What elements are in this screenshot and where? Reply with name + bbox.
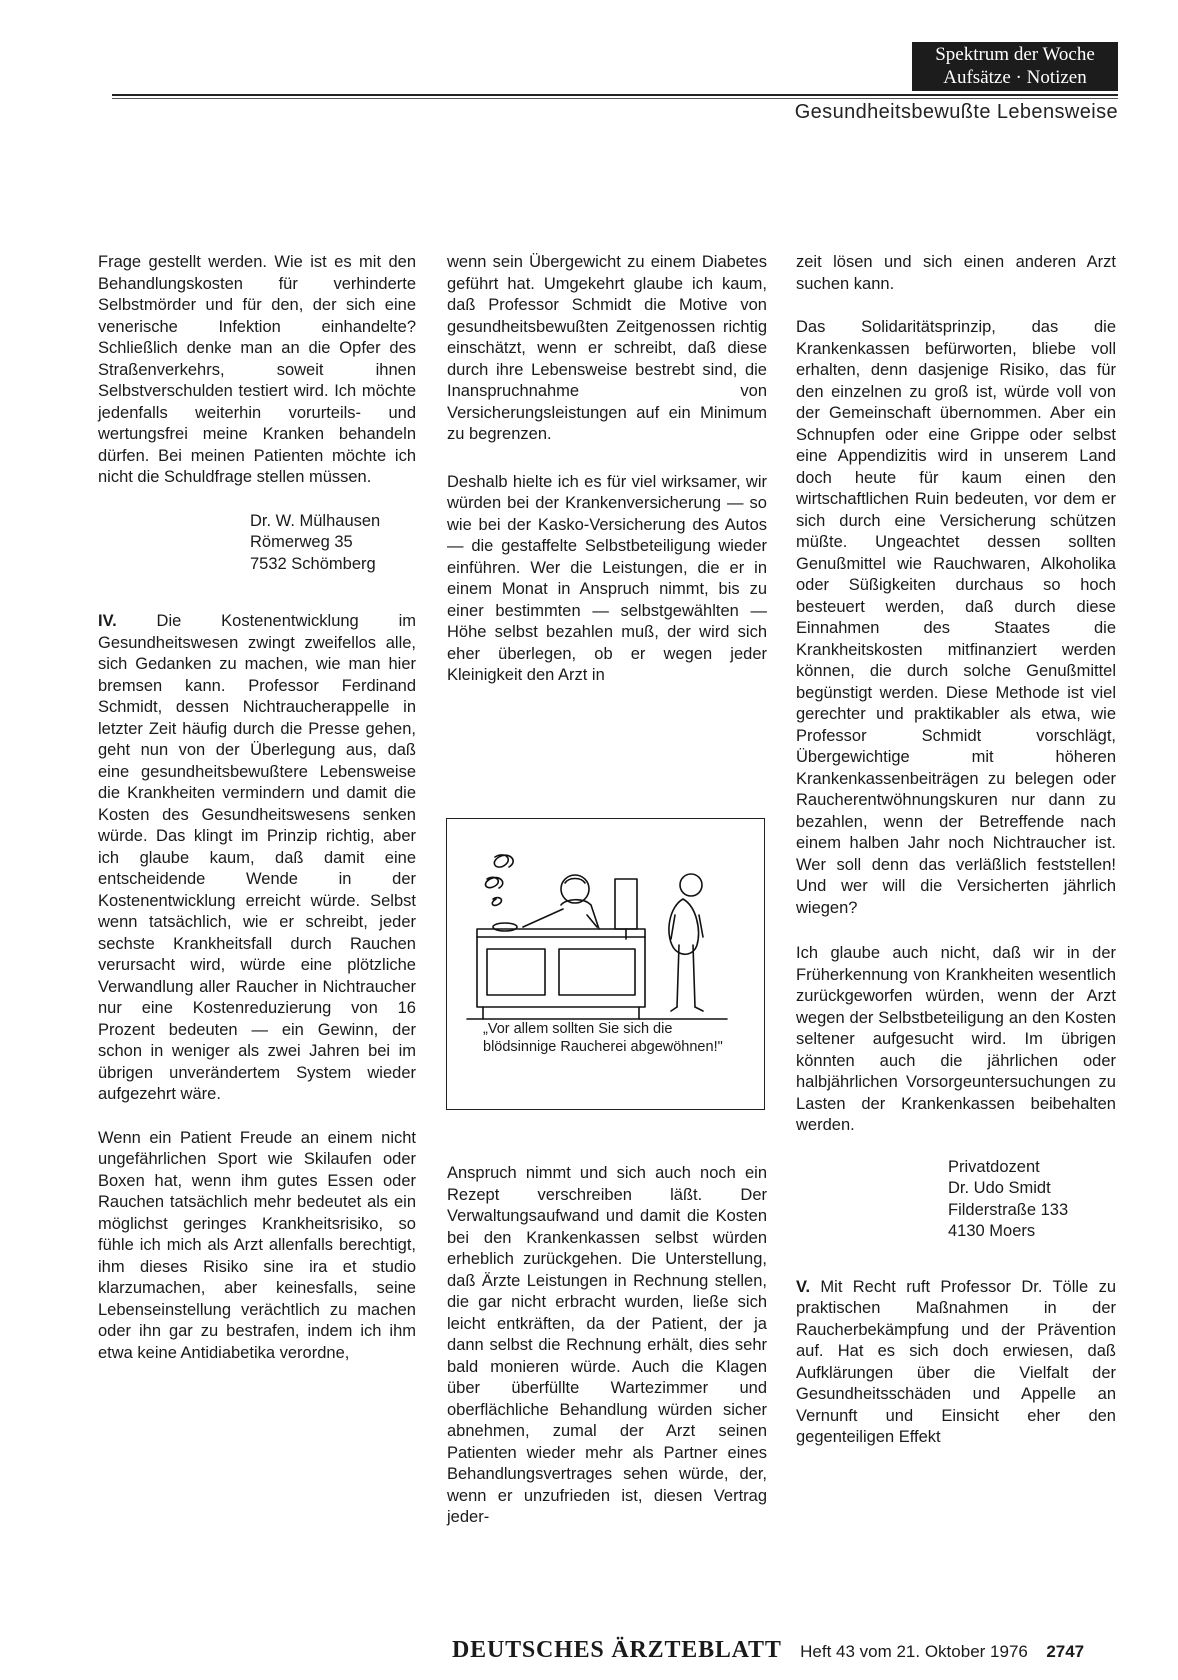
paragraph xyxy=(98,611,416,1106)
header-rule-thin xyxy=(112,98,1118,99)
signature-street: Filderstraße 133 xyxy=(948,1200,1069,1219)
signature-block xyxy=(948,1157,1116,1243)
paragraph: wenn sein Übergewicht zu einem Diabetes geführt hat. Umgekehrt glaube ich kaum, daß Professor Schmidt die Motive von gesundheitsbewußten Zeitgenossen richtig einschätzt, wenn er schreibt, daß diese durch ihre Lebensweise bestrebt sind, die Inanspruchnahme von Versicherungsleistungen auf ein Minimum zu begrenzen. xyxy=(447,253,767,443)
paragraph: Ich glaube auch nicht, daß wir in der Früherkennung von Krankheiten wesentlich zurückgeworfen würden, wenn der Arzt wegen der Selbstbeteiligung an den Kosten seltener aufgesucht wird. Im übrigen könnten auch die jährlichen oder halbjährlichen Vorsorgeuntersuchungen zu Lasten der Krankenkassen beibehalten werden. xyxy=(796,944,1116,1134)
cartoon-illustration xyxy=(446,818,765,1110)
section-title: Gesundheitsbewußte Lebensweise xyxy=(794,101,1118,123)
section-badge xyxy=(912,42,1118,91)
header-rule xyxy=(112,94,1118,96)
column-3 xyxy=(796,252,1116,1449)
badge-line-1: Spektrum der Woche xyxy=(935,44,1095,65)
paragraph: zeit lösen und sich einen anderen Arzt suchen kann. xyxy=(796,253,1116,293)
signature-title: Privatdozent xyxy=(948,1157,1040,1176)
paragraph: Anspruch nimmt und sich auch noch ein Rezept verschreiben läßt. Der Verwaltungsaufwand und damit die Kosten bei den Krankenkassen selbst würden erheblich zurückgehen. Die Unterstellung, daß Ärzte Leistungen in Rechnung stellen, die gar nicht erbracht wurden, ließe sich leicht entkräften, da der Patient, der ja dann selbst die Rechnung erhält, dies sehr bald monieren würde. Auch die Klagen über überfüllte Wartezimmer und oberflächliche Behandlung würden sicher abnehmen, zumal der Arzt seinen Patienten wieder mehr als Partner eines Behandlungsvertrages sehen würde, der, wenn er unzufrieden ist, diesen Vertrag jeder- xyxy=(447,1164,767,1526)
column-1 xyxy=(98,252,416,1364)
column-2-continued xyxy=(447,1163,767,1529)
cartoon-drawing xyxy=(447,819,763,1108)
cartoon-caption: „Vor allem sollten Sie sich die blödsinnige Raucherei abgewöhnen!" xyxy=(483,1021,723,1055)
badge-line-2: Aufsätze · Notizen xyxy=(943,67,1087,88)
signature-street: Römerweg 35 xyxy=(250,533,353,551)
column-2 xyxy=(447,252,767,687)
page-number: 2747 xyxy=(1046,1642,1085,1661)
paragraph xyxy=(796,1277,1116,1449)
signature-city: 7532 Schömberg xyxy=(250,554,376,573)
journal-name: DEUTSCHES ÄRZTEBLATT xyxy=(452,1637,782,1663)
section-number: V. xyxy=(796,1277,811,1296)
paragraph-text: Die Kostenentwicklung im Gesundheitswesen zwingt zweifellos alle, sich Gedanken zu machen, wie man hier bremsen kann. Professor Ferdinand Schmidt, dessen Nichtraucherappelle in letzter Zeit häufig durch die Presse gehen, geht nun von der Überlegung aus, daß eine gesundheitsbewußtere Lebensweise die Krankheiten vermindern und damit die Kosten des Gesundheitswesens senken würde. Das klingt im Prinzip richtig, aber ich glaube kaum, daß damit eine entscheidende Wende in der Kostenentwicklung erreicht würde. Selbst wenn tatsächlich, wie er schreibt, jeder sechste Krankheitsfall durch Rauchen verursacht wird, würde eine plötzliche Verwandlung aller Raucher in Nichtraucher nur eine Kostenreduzierung von 16 Prozent bedeuten — ein Gewinn, der schon in weniger als zwei Jahren bei im übrigen unverändertem System wieder aufgezehrt wäre. xyxy=(98,612,416,1103)
paragraph: Das Solidaritätsprinzip, das die Krankenkassen befürworten, bliebe voll erhalten, denn dasjenige Risiko, das für den einzelnen zu groß ist, würde voll von der Gemeinschaft übernommen. Aber ein Schnupfen oder eine Grippe oder selbst eine Appendizitis wird in unserem Land doch heute für kaum einen den wirtschaftlichen Ruin bedeuten, vor dem er sich durch eine Versicherung schützen müßte. Ungeachtet dessen sollten Genußmittel wie Rauchwaren, Alkoholika oder Süßigkeiten durchaus so hoch besteuert werden, daß durch diese Einnahmen des Staates die Krankheitskosten mitfinanziert werden können, die durch solche Genußmittel begünstigt werden. Diese Methode ist viel gerechter und praktikabler als etwa, wie Professor Schmidt vorschlägt, Übergewichtige mit höheren Krankenkassenbeiträgen zu belegen oder Raucherentwöhnungskuren nur dann zu bezahlen, wenn der Betreffende nach einem halben Jahr noch Nichtraucher ist. Wer soll denn das verläßlich feststellen! Und wer will die Versicherten jährlich wiegen? xyxy=(796,318,1116,917)
signature-name: Dr. Udo Smidt xyxy=(948,1179,1051,1197)
page-footer xyxy=(452,1637,1084,1664)
section-number: IV. xyxy=(98,612,117,630)
signature-block xyxy=(250,511,416,576)
paragraph-text: Mit Recht ruft Professor Dr. Tölle zu praktischen Maßnahmen in der Raucherbekämpfung und der Prävention auf. Hat es sich doch erwiesen, daß Aufklärungen über die Vielfalt der Gesundheitsschäden und Appelle an Vernunft und Einsicht eher den gegenteiligen Effekt xyxy=(796,1277,1116,1446)
paragraph: Deshalb hielte ich es für viel wirksamer, wir würden bei der Krankenversicherung — so wie bei der Kasko-Versicherung des Autos — die gestaffelte Selbstbeteiligung wieder einführen. Wer die Leistungen, die er in einem Monat in Anspruch nimmt, bis zu einer bestimmten — selbstgewählten — Höhe selbst bezahlen muß, der wird sich eher überlegen, ob er wegen jeder Kleinigkeit den Arzt in xyxy=(447,472,767,684)
signature-city: 4130 Moers xyxy=(948,1222,1036,1240)
signature-name: Dr. W. Mülhausen xyxy=(250,511,381,530)
paragraph: Wenn ein Patient Freude an einem nicht ungefährlichen Sport wie Skilaufen oder Boxen hat, wenn ihm gutes Essen oder Rauchen tatsächlich mehr bedeutet als ein möglichst geringes Krankheitsrisiko, so fühle ich mich als Arzt allenfalls berechtigt, ihm dieses Risiko sine ira et studio klarzumachen, aber keinesfalls, seine Lebenseinstellung verächtlich zu machen oder ihn gar zu bestrafen, indem ich ihm etwa keine Antidiabetika verordne, xyxy=(98,1128,416,1362)
issue-info: Heft 43 vom 21. Oktober 1976 xyxy=(800,1642,1028,1661)
paragraph: Frage gestellt werden. Wie ist es mit den Behandlungskosten für verhinderte Selbstmörder und für den, der sich eine venerische Infektion einhandelte? Schließlich denke man an die Opfer des Straßenverkehrs, soweit ihnen Selbstverschulden testiert wird. Ich möchte jedenfalls weiterhin vorurteils- und wertungsfrei meine Kranken behandeln dürfen. Bei meinen Patienten möchte ich nicht die Schuldfrage stellen müssen. xyxy=(98,253,416,486)
